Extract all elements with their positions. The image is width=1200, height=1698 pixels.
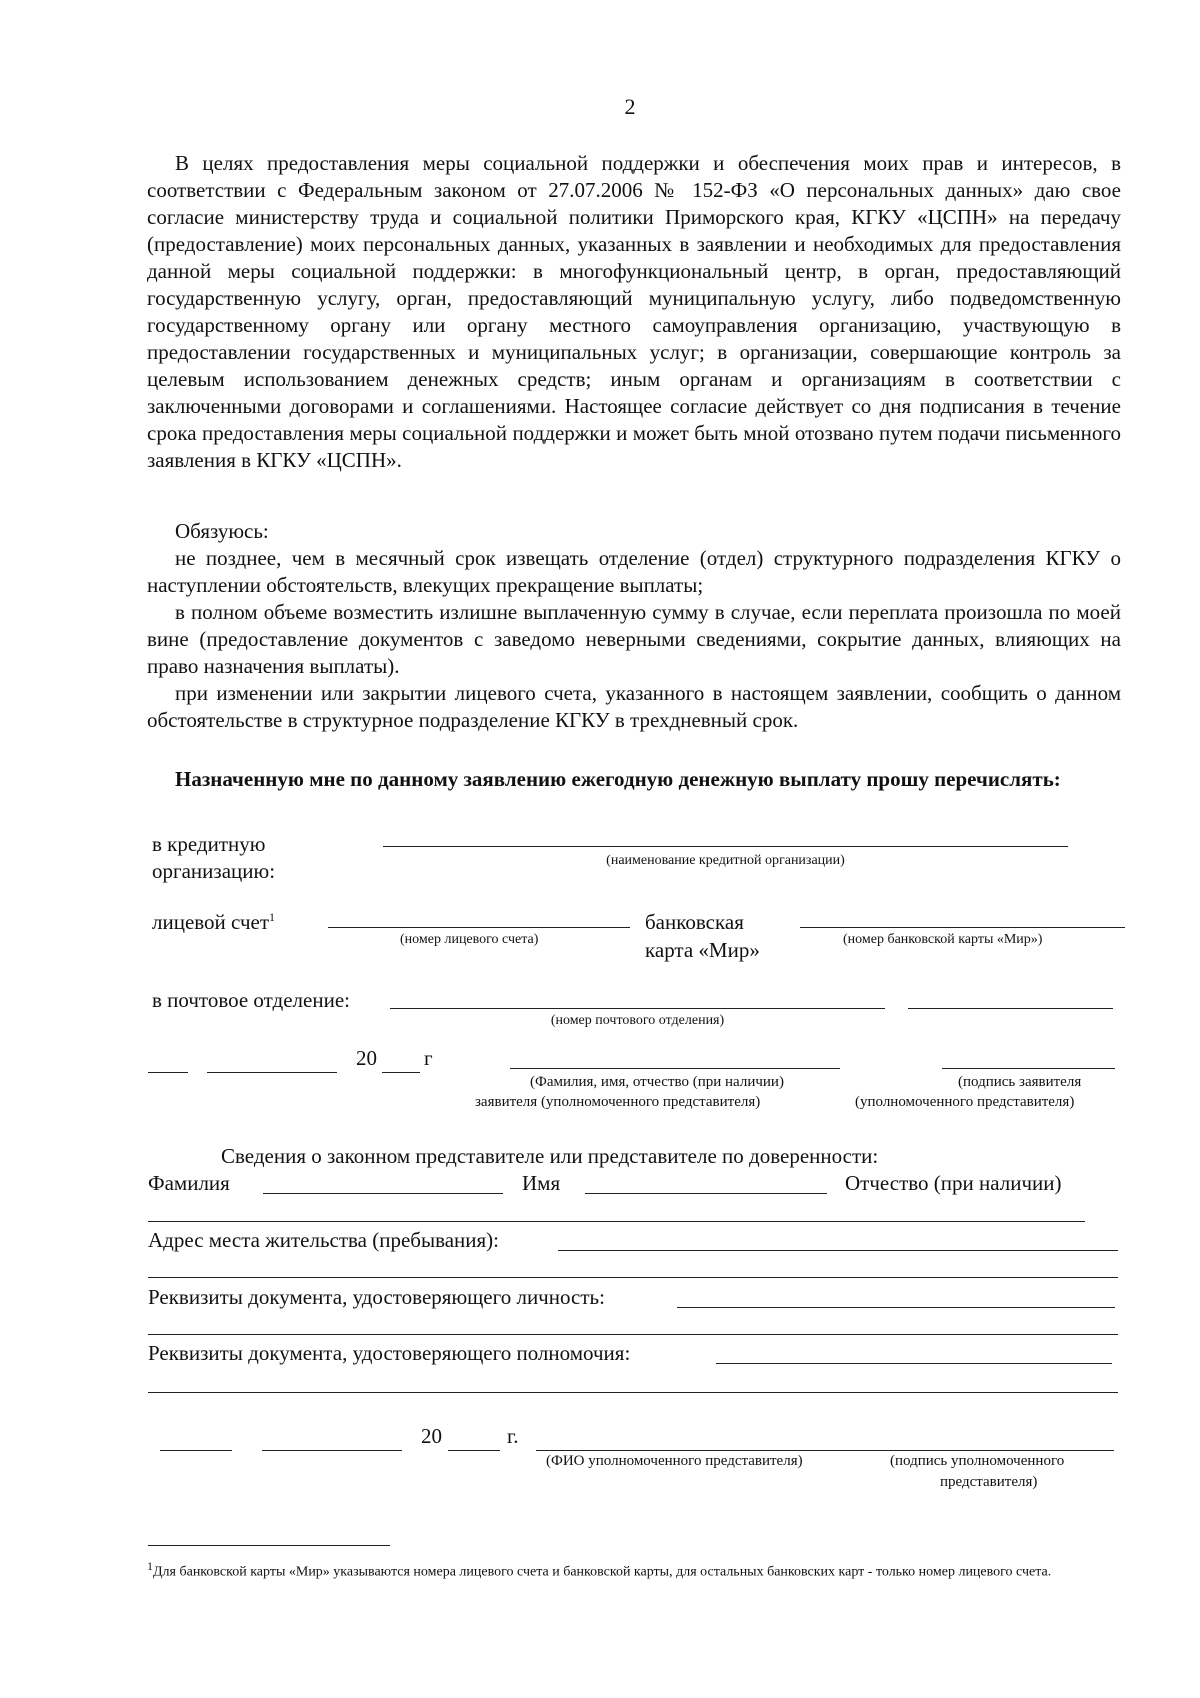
- consent-paragraph: В целях предоставления меры социальной поддержки и обеспечения моих прав и интересов, в соответствии с Федеральным законом от 27.07.2006 № 152-ФЗ «О персональных данных» даю свое согласие министерству труда и социальной политики Приморского края, КГКУ «ЦСПН» на передачу (предоставление) моих персональных данных, указанных в заявлении и необходимых для предоставления данной меры социальной поддержки: в многофункциональный центр, в орган, предоставляющий государственную услугу, орган, предоставляющий муниципальную услугу, либо подведомственную государственному органу или органу местного самоуправления организацию, участвующую в предоставлении государственных и муниципальных услуг; в организации, совершающие контроль за целевым использованием денежных средств; иным органам и организациям в соответствии с заключенными договорами и соглашениями. Настоящее согласие действует со дня подписания в течение срока предоставления меры социальной поддержки и может быть мной отозвано путем подачи письменного заявления в КГКУ «ЦСПН».: [147, 151, 1121, 472]
- obligation-item-1: не позднее, чем в месячный срок извещать отделение (отдел) структурного подразделения КГКУ о наступлении обстоятельств, влекущих прекращение выплаты;: [147, 546, 1121, 597]
- applicant-signature-field[interactable]: [942, 1068, 1115, 1069]
- card-label-line2: карта «Мир»: [645, 938, 760, 962]
- fio-caption-line2: заявителя (уполномоченного представителя): [475, 1094, 761, 1110]
- card-number-field[interactable]: [800, 927, 1125, 928]
- credit-org-caption: (наименование кредитной организации): [606, 853, 845, 868]
- date-day-field[interactable]: [148, 1072, 188, 1073]
- post-office-extra-field[interactable]: [908, 1008, 1113, 1009]
- credit-org-field[interactable]: [383, 846, 1068, 847]
- footnote-separator: [148, 1545, 390, 1546]
- account-label: лицевой счет$^1$: [152, 910, 275, 934]
- rep-fio-signature-field[interactable]: [536, 1450, 1114, 1451]
- patronymic-field[interactable]: [148, 1221, 1085, 1222]
- rep-date-day-field[interactable]: [160, 1450, 232, 1451]
- obligation-title: Обязуюсь:: [175, 519, 269, 543]
- date-month-field[interactable]: [207, 1072, 337, 1073]
- authority-document-field-continued[interactable]: [148, 1392, 1118, 1393]
- credit-org-label-line1: в кредитную: [152, 832, 266, 856]
- authority-document-field[interactable]: [716, 1363, 1112, 1364]
- address-label: Адрес места жительства (пребывания):: [148, 1228, 500, 1252]
- card-caption: (номер банковской карты «Мир»): [843, 932, 1043, 947]
- obligation-item-3: при изменении или закрытии лицевого счета, указанного в настоящем заявлении, сообщить о данном обстоятельстве в структурное подразделение КГКУ в трехдневный срок.: [147, 681, 1121, 732]
- account-caption: (номер лицевого счета): [400, 932, 539, 947]
- name-label: Имя: [522, 1171, 561, 1195]
- rep-fio-caption: (ФИО уполномоченного представителя): [546, 1453, 803, 1469]
- credit-org-label-line2: организацию:: [152, 859, 276, 883]
- date-year-field[interactable]: [382, 1072, 420, 1073]
- authority-document-label: Реквизиты документа, удостоверяющего полномочия:: [148, 1341, 631, 1365]
- rep-signature-caption-line1: (подпись уполномоченного: [890, 1453, 1065, 1469]
- rep-date-month-field[interactable]: [262, 1450, 402, 1451]
- id-document-field-continued[interactable]: [148, 1334, 1118, 1335]
- post-office-field[interactable]: [390, 1008, 885, 1009]
- id-document-field[interactable]: [677, 1307, 1115, 1308]
- post-office-label: в почтовое отделение:: [152, 988, 350, 1012]
- signature-caption-line2: (уполномоченного представителя): [855, 1094, 1075, 1110]
- rep-year-suffix: г.: [507, 1424, 519, 1448]
- card-label-line1: банковская: [645, 910, 744, 934]
- footnote: [147, 1557, 1097, 1582]
- rep-signature-caption-line2: представителя): [940, 1474, 1038, 1490]
- address-field[interactable]: [558, 1250, 1118, 1251]
- address-field-continued[interactable]: [148, 1277, 1118, 1278]
- rep-year-prefix: 20: [421, 1424, 442, 1448]
- surname-label: Фамилия: [148, 1171, 230, 1195]
- year-suffix: г: [424, 1046, 433, 1070]
- obligation-item-2: в полном объеме возместить излишне выплаченную сумму в случае, если переплата произошла по моей вине (предоставление документов с заведомо неверными сведениями, сокрытие данных, влияющих на право назначения выплаты).: [147, 600, 1121, 678]
- footnote-text: Для банковской карты «Мир» указываются номера лицевого счета и банковской карты, для остальных банковских карт - только номер лицевого счета.: [153, 1564, 1052, 1580]
- payment-heading: Назначенную мне по данному заявлению ежегодную денежную выплату прошу перечислять:: [175, 767, 1061, 791]
- account-number-field[interactable]: [328, 927, 630, 928]
- fio-caption-line1: (Фамилия, имя, отчество (при наличии): [530, 1074, 784, 1090]
- year-prefix: 20: [356, 1046, 377, 1070]
- representative-heading: Сведения о законном представителе или представителе по доверенности:: [221, 1144, 879, 1168]
- name-field[interactable]: [585, 1193, 827, 1194]
- surname-field[interactable]: [263, 1193, 503, 1194]
- applicant-fio-field[interactable]: [510, 1068, 840, 1069]
- footnote-mark: 1: [147, 1559, 153, 1573]
- post-office-caption: (номер почтового отделения): [550, 1013, 725, 1028]
- rep-date-year-field[interactable]: [448, 1450, 500, 1451]
- signature-caption-line1: (подпись заявителя: [958, 1074, 1082, 1090]
- page-number: 2: [624, 94, 636, 119]
- footnote-ref: 1: [269, 910, 275, 924]
- patronymic-label: Отчество (при наличии): [845, 1171, 1062, 1195]
- id-document-label: Реквизиты документа, удостоверяющего личность:: [148, 1285, 605, 1309]
